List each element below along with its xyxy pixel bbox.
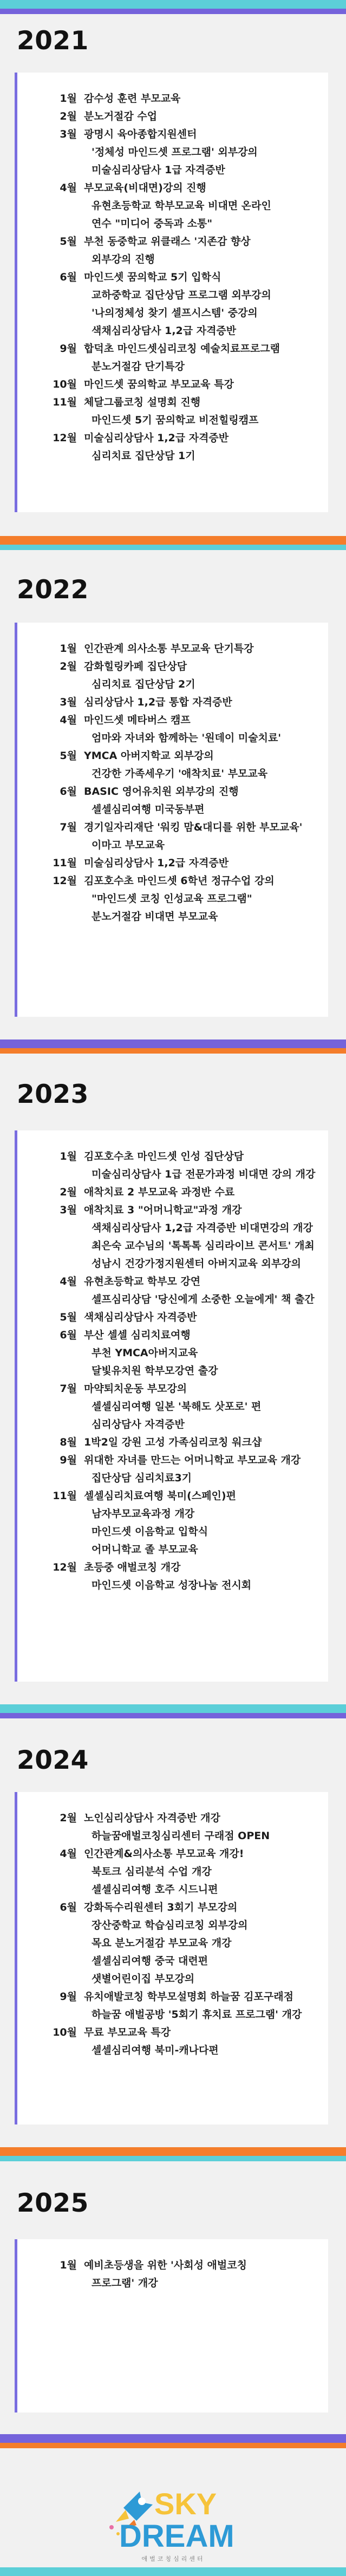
timeline-line: 성남시 건강가정지원센터 아버지교육 외부강의	[92, 1258, 301, 1270]
timeline-lines	[84, 1434, 324, 1452]
timeline-entry	[17, 1309, 328, 1326]
timeline-line: 어머니학교 졸 부모교육	[92, 1544, 198, 1555]
timeline-entry	[17, 1899, 328, 1988]
timeline-entry	[17, 1273, 328, 1309]
timeline-month: 6월	[60, 271, 77, 283]
timeline-entry	[17, 1988, 328, 2024]
timeline-lines	[84, 126, 324, 179]
timeline-line: 셀셀심리여행 중국 대련편	[92, 1955, 208, 1967]
timeline-entry	[17, 126, 328, 179]
year-title-2024: 2024	[17, 1745, 89, 1775]
sky-dream-logo	[0, 2458, 346, 2566]
timeline-line: 유현초등학교 학부모 강연	[84, 1276, 201, 1287]
timeline-lines	[84, 783, 324, 819]
timeline-card-2022	[15, 623, 328, 1017]
timeline-entry	[17, 1326, 328, 1380]
divider-orange-2025	[0, 2443, 346, 2448]
timeline-lines	[84, 1273, 324, 1309]
timeline-line: 마인드셋 꿈의학교 5기 입학식	[84, 271, 221, 283]
timeline-month: 12월	[53, 875, 77, 887]
logo-tagline: 애벌코칭심리센터	[141, 2555, 205, 2562]
timeline-line: 감수성 훈련 부모교육	[84, 93, 181, 104]
timeline-line: 미술심리상담사 1,2급 자격증반	[84, 432, 229, 444]
timeline-line: 집단상담 심리치료3기	[92, 1472, 192, 1484]
timeline-entry	[17, 1487, 328, 1559]
timeline-line: 마약퇴치운동 부모강의	[84, 1383, 187, 1395]
timeline-lines	[84, 1452, 324, 1487]
timeline-month: 6월	[60, 1329, 77, 1341]
timeline-entry	[17, 1845, 328, 1899]
timeline-line: '정체성 마인드셋 프로그램' 외부강의	[92, 146, 258, 158]
timeline-month: 10월	[53, 378, 77, 390]
timeline-line: 심리상담사 1,2급 통합 자격증반	[84, 696, 232, 708]
timeline-line: 색채심리상담사 자격증반	[84, 1311, 197, 1323]
timeline-line: 애착치료 2 부모교육 과정반 수료	[84, 1186, 235, 1198]
timeline-entry	[17, 2257, 328, 2292]
divider-purple-2023	[0, 1713, 346, 1718]
year-title-2023: 2023	[17, 1080, 89, 1109]
timeline-line: 인간관계&의사소통 부모교육 개강!	[84, 1848, 244, 1860]
timeline-line: 경기일자리재단 '워킹 맘&대디를 위한 부모교육'	[84, 821, 303, 833]
timeline-line: 목요 분노거절감 부모교육 개강	[92, 1937, 232, 1949]
timeline-line: 마인드셋 꿈의학교 부모교육 특강	[84, 378, 234, 390]
divider-orange-2022	[0, 1048, 346, 1054]
timeline-month: 11월	[53, 1490, 77, 1502]
timeline-line: 셀프심리상담 '당신에게 소중한 오늘에게' 책 출간	[92, 1293, 315, 1305]
timeline-month: 2월	[60, 110, 77, 122]
logo-dream-text: DREAM	[119, 2519, 234, 2554]
timeline-month: 7월	[60, 1383, 77, 1395]
timeline-month: 5월	[60, 236, 77, 247]
timeline-entry	[17, 1809, 328, 1845]
timeline-line: 1박2일 강원 고성 가족심리코칭 워크샵	[84, 1436, 262, 1448]
timeline-lines	[84, 429, 324, 465]
timeline-lines	[84, 1487, 324, 1559]
timeline-month: 9월	[60, 343, 77, 355]
timeline-line: 마인드셋 5기 꿈의학교 비전힐링캠프	[92, 414, 259, 426]
timeline-card-2025	[15, 2239, 328, 2412]
timeline-line: 셀셀심리여행 북미-캐나다편	[92, 2044, 219, 2056]
timeline-line: BASIC 영어유치원 외부강의 진행	[84, 786, 239, 797]
timeline-entry	[17, 711, 328, 747]
timeline-line: 미술심리상담사 1급 자격증반	[92, 164, 225, 176]
timeline-month: 12월	[53, 1561, 77, 1573]
timeline-entry	[17, 233, 328, 269]
timeline-line: 미술심리상담사 1급 전문가과정 비대면 강의 개강	[92, 1168, 316, 1180]
timeline-lines	[84, 819, 324, 854]
timeline-line: 김포호수초 마인드셋 6학년 정규수업 강의	[84, 875, 275, 887]
timeline-line: 마인드셋 이음학교 입학식	[92, 1526, 208, 1538]
timeline-month: 9월	[60, 1454, 77, 1466]
timeline-month: 12월	[53, 432, 77, 444]
timeline-entry	[17, 340, 328, 376]
top-teal-bar	[0, 0, 346, 9]
divider-orange-2021	[0, 536, 346, 545]
timeline-lines	[84, 854, 324, 872]
timeline-lines	[84, 1559, 324, 1594]
timeline-month: 1월	[60, 93, 77, 104]
timeline-line: 외부강의 진행	[92, 253, 155, 265]
timeline-month: 3월	[60, 128, 77, 140]
timeline-line: 최은숙 교수님의 '톡톡톡 심리라이브 콘서트' 개최	[92, 1240, 315, 1252]
timeline-entry	[17, 747, 328, 783]
timeline-line: 심리상담사 자격증반	[92, 1418, 185, 1430]
timeline-month: 3월	[60, 1204, 77, 1216]
timeline-lines	[84, 269, 324, 340]
timeline-lines	[84, 1988, 324, 2024]
logo-graphic	[0, 2458, 346, 2566]
timeline-lines	[84, 1899, 324, 1988]
timeline-month: 11월	[53, 857, 77, 869]
timeline-month: 2월	[60, 1186, 77, 1198]
timeline-month: 11월	[53, 396, 77, 408]
timeline-lines	[84, 694, 324, 711]
timeline-entry	[17, 394, 328, 429]
timeline-month: 4월	[60, 1276, 77, 1287]
timeline-entry	[17, 854, 328, 872]
timeline-line: 예비초등생을 위한 '사회성 애벌코칭	[84, 2259, 247, 2271]
timeline-line: 부천 YMCA아버지교육	[92, 1347, 198, 1359]
timeline-line: 하늘꿈 애벌공방 '5회기 휴치료 프로그램' 개강	[92, 2009, 302, 2021]
timeline-month: 1월	[60, 1150, 77, 1162]
timeline-line: 남자부모교육과정 개강	[92, 1508, 195, 1520]
timeline-line: 심리치료 집단상담 1기	[92, 450, 195, 462]
timeline-line: 장산중학교 학습심리코칭 외부강의	[92, 1919, 248, 1931]
timeline-line: 색채심리상담사 1,2급 자격증반	[92, 325, 237, 337]
timeline-lines	[84, 872, 324, 926]
timeline-entry	[17, 429, 328, 465]
timeline-line: 부천 동중학교 위클래스 '지존감 향상	[84, 236, 251, 247]
timeline-line: 체달그룹코칭 설명회 진행	[84, 396, 201, 408]
timeline-line: "마인드셋 코칭 인성교육 프로그램"	[92, 893, 252, 905]
timeline-line: 김포호수초 마인드셋 인성 집단상담	[84, 1150, 244, 1162]
timeline-line: 북토크 심리분석 수업 개강	[92, 1866, 212, 1878]
timeline-entry	[17, 1148, 328, 1184]
timeline-line: 셀셀심리여행 호주 시드니편	[92, 1884, 218, 1895]
bottom-teal-bar	[0, 2567, 346, 2576]
logo-sky-text: SKY	[154, 2487, 217, 2521]
timeline-lines	[84, 747, 324, 783]
timeline-month: 1월	[60, 2259, 77, 2271]
timeline-line: 미술심리상담사 1,2급 자격증반	[84, 857, 229, 869]
timeline-month: 5월	[60, 750, 77, 762]
timeline-lines	[84, 1309, 324, 1326]
timeline-line: 분노거절감 단기특강	[92, 361, 185, 372]
timeline-line: 연수 "미디어 중독과 소통"	[92, 218, 213, 230]
timeline-month: 4월	[60, 1848, 77, 1860]
timeline-entry	[17, 269, 328, 340]
timeline-line: 초등중 애벌코칭 개강	[84, 1561, 181, 1573]
year-title-2025: 2025	[17, 2188, 89, 2218]
timeline-lines	[84, 1326, 324, 1380]
timeline-lines	[84, 640, 324, 658]
timeline-entry	[17, 179, 328, 233]
timeline-line: 광명시 육아종합지원센터	[84, 128, 197, 140]
timeline-line: 애착치료 3 "어머니학교"과정 개강	[84, 1204, 242, 1216]
divider-teal-2023	[0, 1704, 346, 1713]
timeline-entry	[17, 108, 328, 126]
timeline-lines	[84, 179, 324, 233]
timeline-line: 유현초등학교 학부모교육 비대면 온라인	[92, 200, 271, 212]
timeline-entry	[17, 1380, 328, 1434]
timeline-entry	[17, 658, 328, 694]
timeline-line: 셀셀심리치료여행 북미(스페인)편	[84, 1490, 236, 1502]
timeline-line: 이마고 부모교육	[92, 839, 165, 851]
timeline-lines	[84, 1201, 324, 1273]
timeline-entry	[17, 1201, 328, 1273]
timeline-line: 셀셀심리여행 일본 '북해도 삿포로' 편	[92, 1401, 262, 1413]
timeline-line: 색채심리상담사 1,2급 자격증반 비대면강의 개강	[92, 1222, 313, 1234]
timeline-line: 건강한 가족세우기 '애착치료' 부모교육	[92, 768, 268, 780]
timeline-lines	[84, 394, 324, 429]
timeline-entry	[17, 1434, 328, 1452]
timeline-entry	[17, 783, 328, 819]
timeline-entry	[17, 1452, 328, 1487]
timeline-lines	[84, 233, 324, 269]
timeline-line: 위대한 자녀를 만드는 어머니학교 부모교육 개강	[84, 1454, 301, 1466]
timeline-month: 9월	[60, 1991, 77, 2003]
timeline-entry	[17, 2024, 328, 2060]
timeline-lines	[84, 2257, 324, 2292]
timeline-month: 6월	[60, 786, 77, 797]
timeline-line: 하늘꿈애벌코칭심리센터 구래점 OPEN	[92, 1830, 270, 1842]
timeline-lines	[84, 108, 324, 126]
timeline-lines	[84, 1148, 324, 1184]
timeline-month: 5월	[60, 1311, 77, 1323]
timeline-line: 합덕초 마인드셋심리코칭 예술치료프로그램	[84, 343, 280, 355]
timeline-lines	[84, 340, 324, 376]
timeline-entry	[17, 819, 328, 854]
timeline-entry	[17, 90, 328, 108]
timeline-lines	[84, 1380, 324, 1434]
timeline-line: 심리치료 집단상담 2기	[92, 678, 195, 690]
timeline-lines	[84, 2024, 324, 2060]
timeline-line: 엄마와 자녀와 함께하는 '원데이 미술치료'	[92, 732, 282, 744]
timeline-month: 10월	[53, 2026, 77, 2038]
year-title-2022: 2022	[17, 575, 89, 605]
timeline-line: 분노거절감 수업	[84, 110, 158, 122]
timeline-line: 프로그램' 개강	[92, 2277, 158, 2289]
timeline-line: 무료 부모교육 특강	[84, 2026, 171, 2038]
timeline-line: 교하중학교 집단상담 프로그램 외부강의	[92, 289, 271, 301]
timeline-line: 인간관계 의사소통 부모교육 단기특강	[84, 643, 254, 655]
timeline-lines	[84, 1184, 324, 1201]
timeline-month: 6월	[60, 1901, 77, 1913]
divider-teal-2024	[0, 2156, 346, 2161]
timeline-lines	[84, 376, 324, 394]
timeline-line: 셀셀심리여행 미국동부편	[92, 803, 205, 815]
timeline-line: YMCA 아버지학교 외부강의	[84, 750, 214, 762]
timeline-month: 1월	[60, 643, 77, 655]
timeline-line: 부모교육(비대면)강의 진행	[84, 182, 206, 194]
timeline-card-2021	[15, 73, 328, 512]
timeline-lines	[84, 1809, 324, 1845]
timeline-entry	[17, 1184, 328, 1201]
timeline-line: 샛별어린이집 부모강의	[92, 1973, 195, 1985]
timeline-month: 8월	[60, 1436, 77, 1448]
divider-purple-2022	[0, 1039, 346, 1048]
divider-orange-2024	[0, 2147, 346, 2156]
timeline-month: 2월	[60, 1812, 77, 1824]
timeline-line: 강화독수리원센터 3회기 부모강의	[84, 1901, 238, 1913]
timeline-line: 마인드셋 메타버스 캠프	[84, 714, 191, 726]
timeline-line: 부산 셀셀 심리치료여행	[84, 1329, 191, 1341]
divider-teal-2021	[0, 545, 346, 550]
timeline-lines	[84, 658, 324, 694]
timeline-line: '나의정체성 찾기 셀프시스템' 중강의	[92, 307, 258, 319]
timeline-line: 감화힐링카페 집단상담	[84, 661, 187, 672]
timeline-card-2024	[15, 1792, 328, 2124]
top-purple-bar	[0, 9, 346, 14]
timeline-month: 4월	[60, 714, 77, 726]
timeline-month: 4월	[60, 182, 77, 194]
timeline-entry	[17, 640, 328, 658]
timeline-month: 7월	[60, 821, 77, 833]
timeline-card-2023	[15, 1130, 328, 1682]
timeline-lines	[84, 90, 324, 108]
timeline-entry	[17, 1559, 328, 1594]
timeline-line: 분노거절감 비대면 부모교육	[92, 911, 218, 923]
timeline-entry	[17, 694, 328, 711]
timeline-line: 유치애발코칭 학부모설명회 하늘꿈 김포구래점	[84, 1991, 293, 2003]
timeline-entry	[17, 872, 328, 926]
year-title-2021: 2021	[17, 26, 89, 56]
divider-purple-2025	[0, 2434, 346, 2443]
timeline-line: 달빛유치원 학부모강연 출강	[92, 1365, 218, 1377]
timeline-month: 2월	[60, 661, 77, 672]
timeline-month: 3월	[60, 696, 77, 708]
timeline-lines	[84, 711, 324, 747]
timeline-entry	[17, 376, 328, 394]
timeline-line: 노인심리상담사 자격증반 개강	[84, 1812, 220, 1824]
timeline-lines	[84, 1845, 324, 1899]
timeline-line: 마인드셋 이음학교 성장나눔 전시회	[92, 1579, 252, 1591]
